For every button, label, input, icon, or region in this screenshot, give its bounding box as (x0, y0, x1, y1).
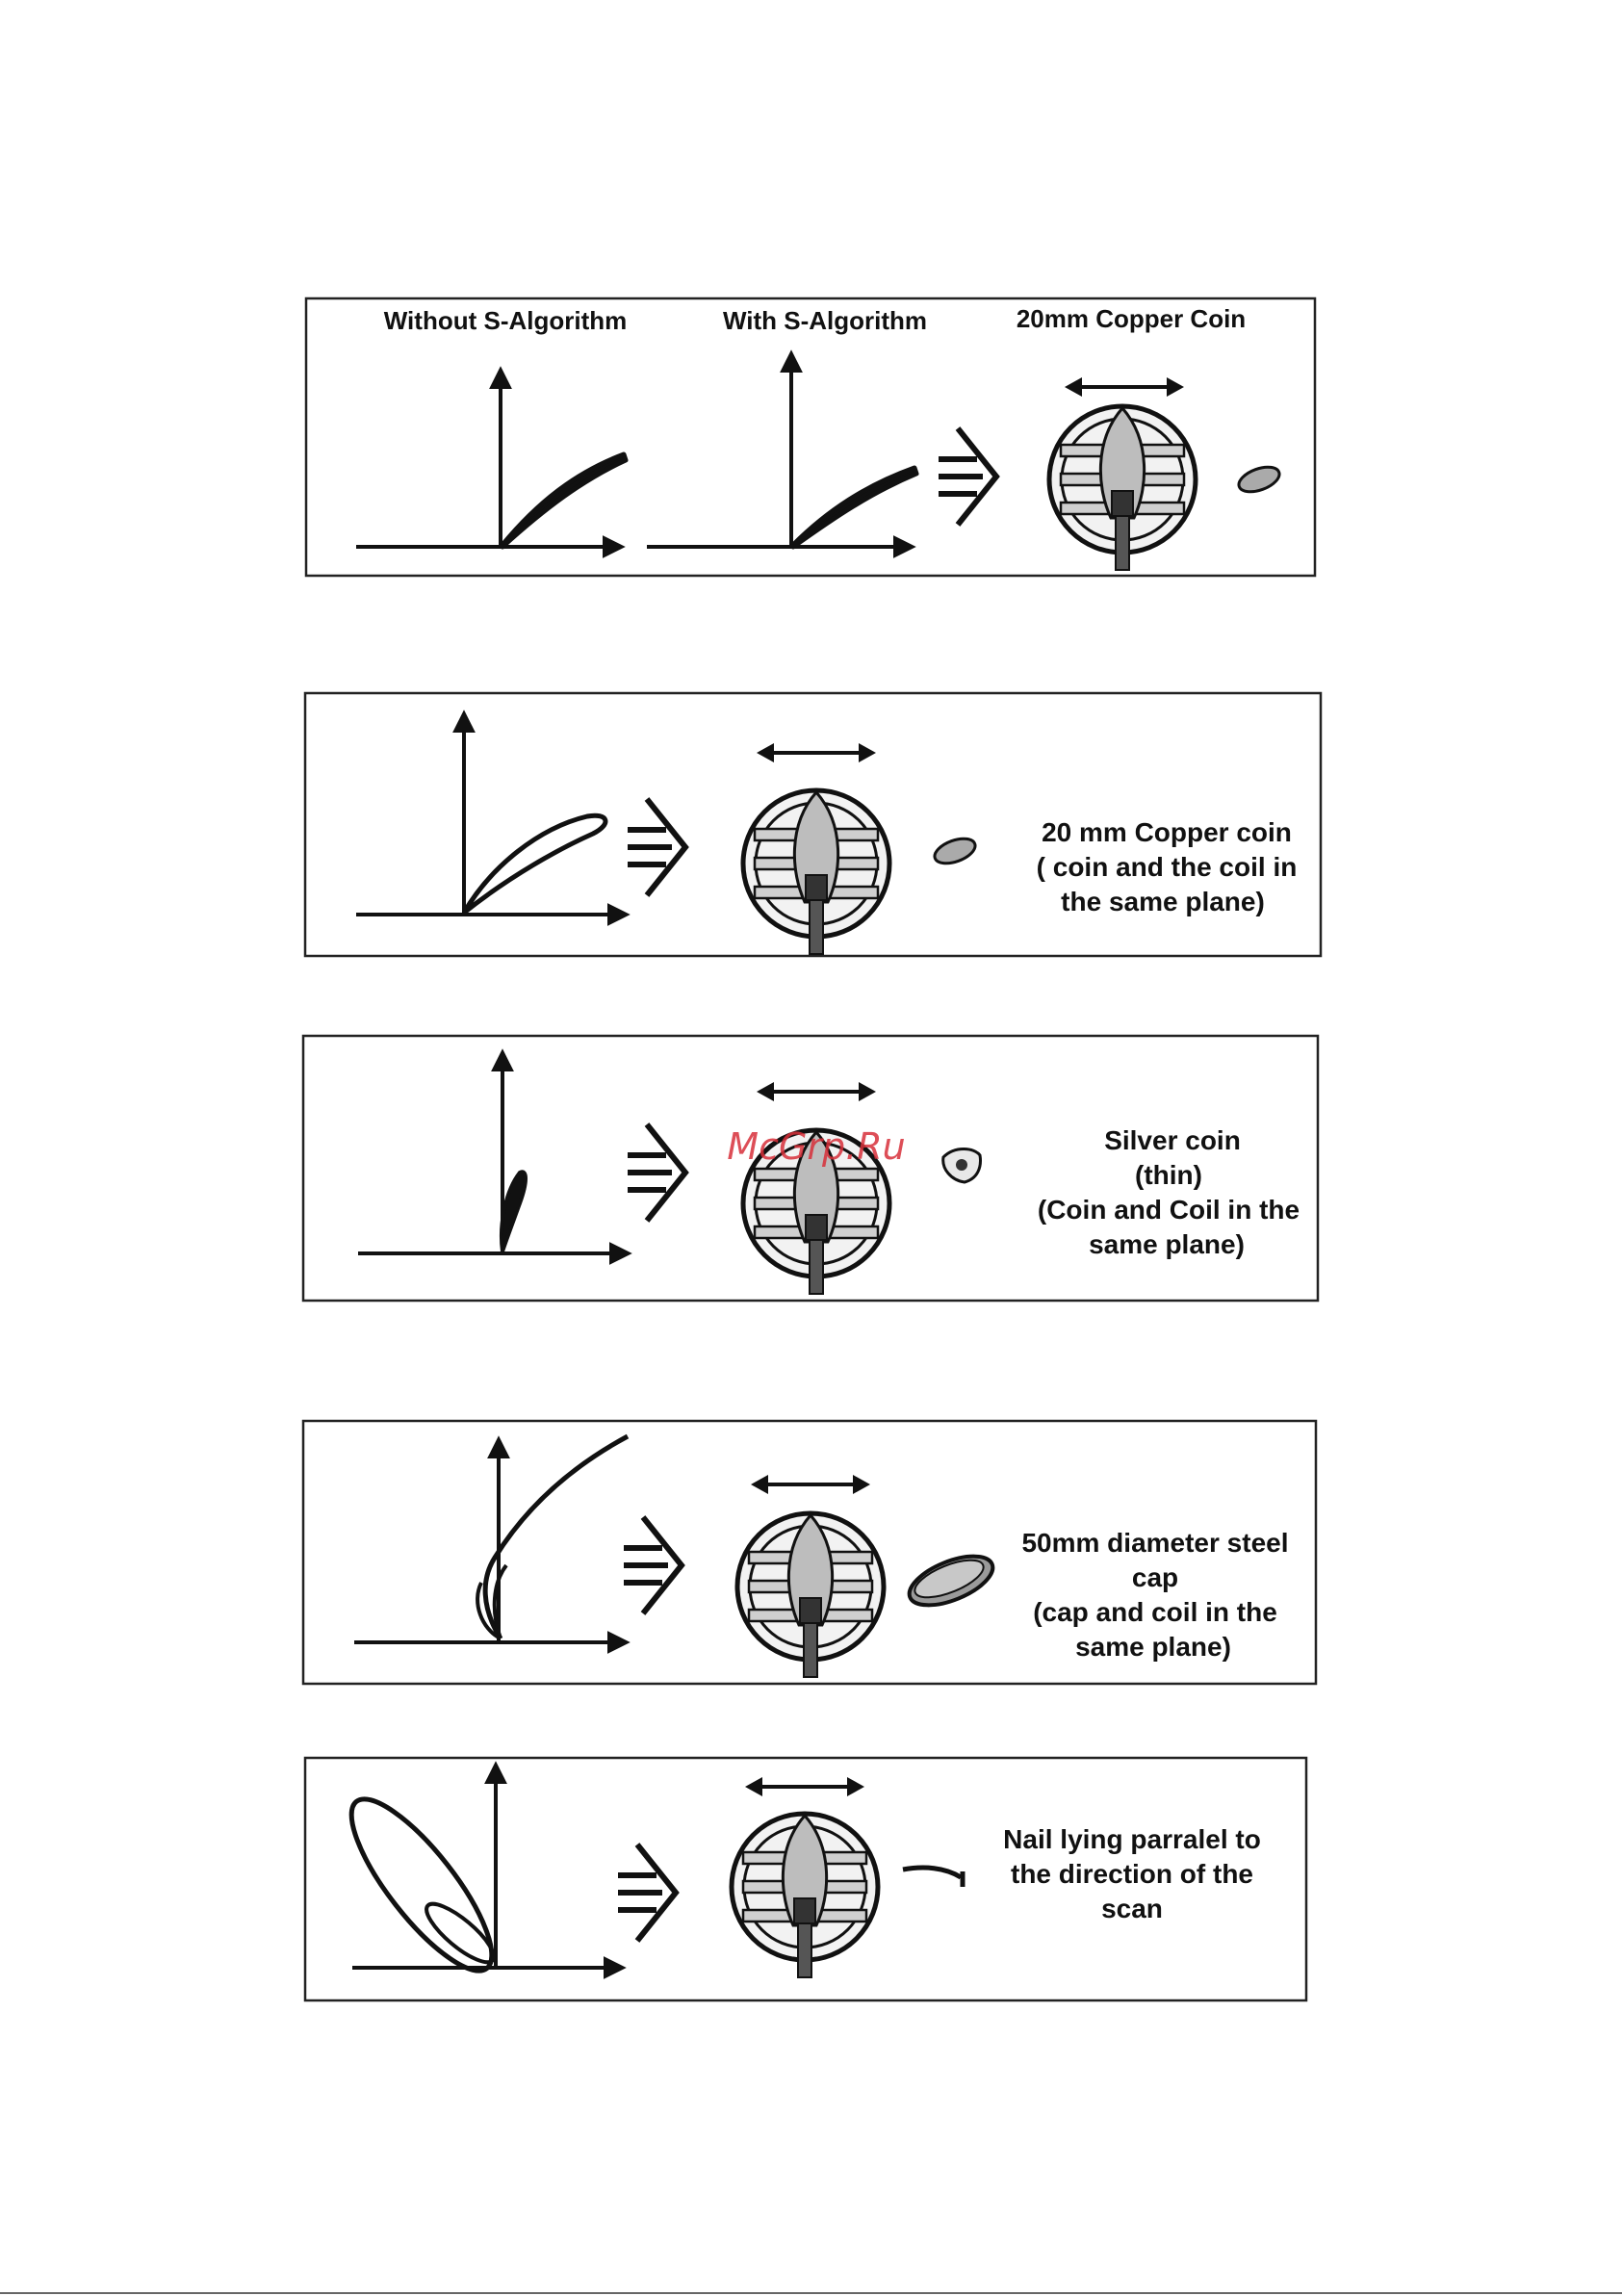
svg-text:same plane): same plane) (1075, 1632, 1231, 1662)
axes-without-s-algorithm (356, 371, 626, 547)
nail-icon (903, 1868, 961, 1877)
heading-without-s-algorithm: Without S-Algorithm (383, 306, 628, 335)
search-coil-icon (1049, 406, 1196, 570)
panel-copper-coin-same-plane (305, 693, 1321, 956)
search-coil-icon (737, 1513, 884, 1677)
description-copper-coin (1037, 817, 1298, 916)
signal-curve-steel (485, 1436, 628, 1638)
description-nail (1003, 1824, 1261, 1923)
panel-nail-parallel (305, 1758, 1306, 2000)
search-coil-icon (732, 1814, 878, 1977)
heading-target-copper-coin: 20mm Copper Coin (1016, 304, 1247, 333)
description-steel-cap (1021, 1528, 1288, 1662)
svg-text:the same plane): the same plane) (1061, 887, 1265, 916)
panel-steel-cap (303, 1421, 1316, 1684)
signal-loop-copper (464, 815, 605, 913)
copper-coin-icon (932, 834, 979, 868)
copper-coin-icon (1236, 462, 1283, 497)
signal-loop-silver (502, 1172, 526, 1251)
scan-direction-arrow (1065, 377, 1184, 397)
svg-text:(Coin and Coil in the: (Coin and Coil in the (1037, 1195, 1300, 1225)
signal-curve-with (793, 468, 916, 547)
description-silver-coin (1038, 1125, 1300, 1259)
svg-text:( coin and the coil in: ( coin and the coil in (1036, 852, 1298, 882)
signal-loop-nail (330, 1781, 512, 1988)
heading-with-s-algorithm: With S-Algorithm (722, 306, 928, 335)
panel-s-algorithm-comparison (306, 298, 1315, 576)
svg-text:scan: scan (1101, 1894, 1163, 1923)
search-coil-icon (743, 790, 889, 954)
svg-text:(cap and coil in the: (cap and coil in the (1033, 1597, 1277, 1627)
watermark: McGrp.Ru (727, 1125, 906, 1168)
steel-cap-icon (903, 1546, 999, 1615)
svg-text:Nail lying parralel to: Nail lying parralel to (1003, 1824, 1261, 1854)
svg-text:(thin): (thin) (1135, 1160, 1202, 1190)
svg-text:50mm diameter steel: 50mm diameter steel (1021, 1528, 1289, 1558)
svg-text:the direction of the: the direction of the (1011, 1859, 1253, 1889)
axes-with-s-algorithm (647, 354, 916, 547)
svg-text:20 mm Copper coin: 20 mm Copper coin (1042, 817, 1292, 847)
panel-silver-coin (303, 1036, 1318, 1301)
svg-text:Silver coin: Silver coin (1104, 1125, 1241, 1155)
svg-text:cap: cap (1131, 1562, 1179, 1592)
svg-text:same plane): same plane) (1089, 1229, 1245, 1259)
signal-curve-without (502, 454, 626, 547)
arrow-symbol (939, 428, 996, 525)
